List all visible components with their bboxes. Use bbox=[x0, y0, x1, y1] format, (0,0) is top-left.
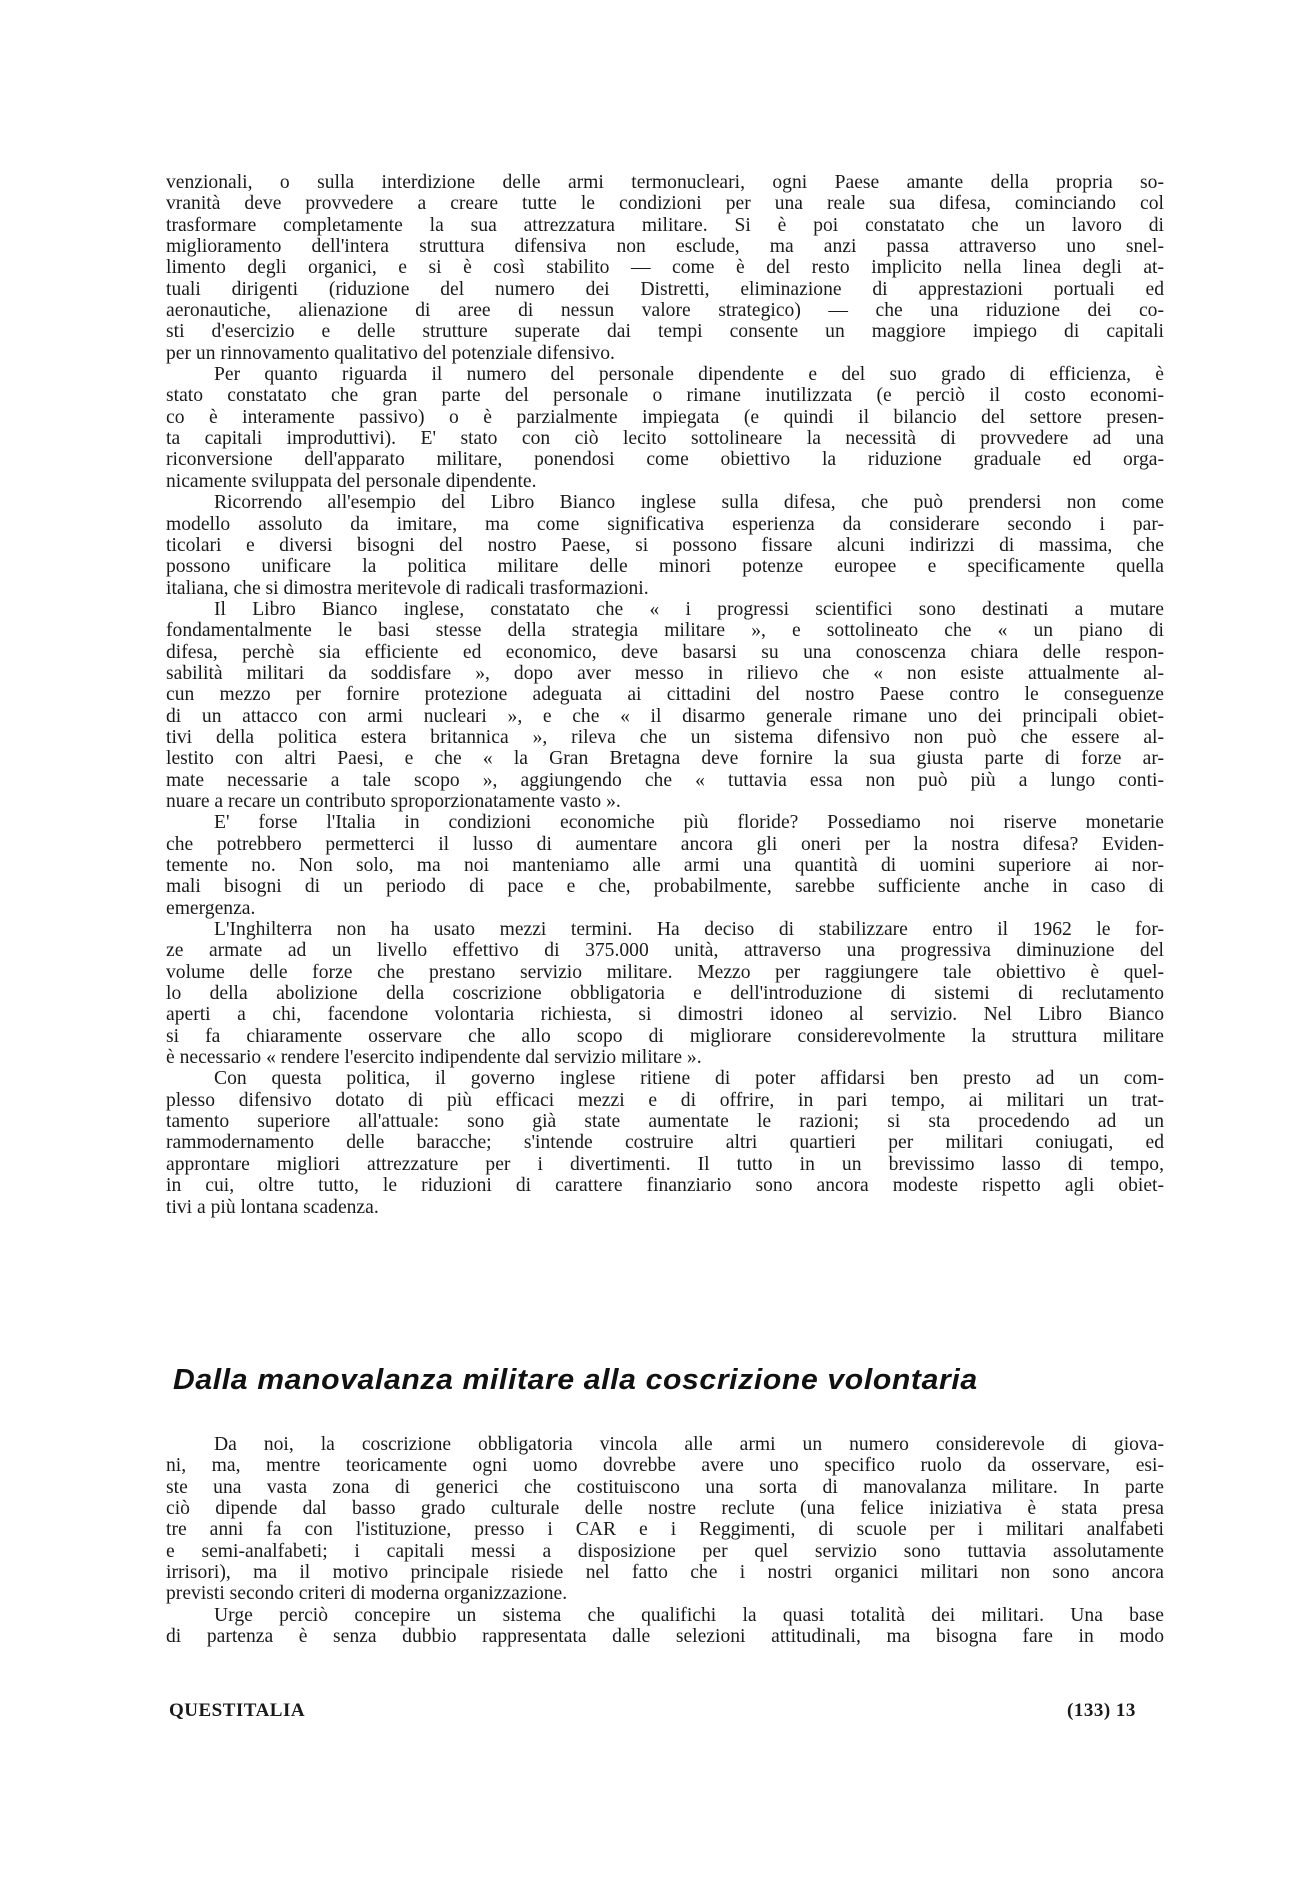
text-line: tuali dirigenti (riduzione del numero dei Distretti, eliminazione di apprestazioni portuali ed bbox=[166, 278, 1164, 300]
text-line: ze armate ad un livello effettivo di 375.000 unità, attraverso una progressiva diminuzione del bbox=[166, 940, 1164, 962]
text-line: fondamentalmente le basi stesse della strategia militare », e sottolineato che « un piano di bbox=[166, 620, 1164, 642]
text-line: stato constatato che gran parte del personale o rimane inutilizzata (e perciò il costo economi- bbox=[166, 385, 1164, 407]
text-line: ciò dipende dal basso grado culturale delle nostre reclute (una felice iniziativa è stata presa bbox=[166, 1498, 1164, 1520]
paragraph bbox=[166, 492, 1164, 599]
text-line: venzionali, o sulla interdizione delle armi termonucleari, ogni Paese amante della propria so- bbox=[166, 172, 1164, 193]
paragraph bbox=[166, 1605, 1164, 1648]
text-line: tivi a più lontana scadenza. bbox=[166, 1196, 379, 1218]
text-line: di partenza è senza dubbio rappresentata dalle selezioni attitudinali, ma bisogna fare in modo bbox=[166, 1626, 1164, 1648]
text-line: difesa, perchè sia efficiente ed economico, deve basarsi su una conoscenza chiara delle respon- bbox=[166, 641, 1164, 663]
text-line: sabilità militari da soddisfare », dopo aver messo in rilievo che « non esiste attualmente al- bbox=[166, 662, 1164, 684]
text-line: per un rinnovamento qualitativo del potenziale difensivo. bbox=[166, 342, 615, 364]
text-line: mali bisogni di un periodo di pace e che, probabilmente, sarebbe sufficiente anche in caso di bbox=[166, 876, 1164, 898]
text-line: ta capitali improduttivi). E' stato con ciò lecito sottolineare la necessità di provvedere ad una bbox=[166, 428, 1164, 450]
text-line: Per quanto riguarda il numero del personale dipendente e del suo grado di efficienza, è bbox=[214, 364, 1164, 386]
text-line: Urge perciò concepire un sistema che qualifichi la quasi totalità dei militari. Una base bbox=[214, 1604, 1164, 1626]
section-heading: Dalla manovalanza militare alla coscrizione volontaria bbox=[173, 1364, 978, 1396]
text-line: volume delle forze che prestano servizio militare. Mezzo per raggiungere tale obiettivo è quel- bbox=[166, 961, 1164, 983]
text-line: Il Libro Bianco inglese, constatato che « i progressi scientifici sono destinati a mutare bbox=[214, 598, 1164, 620]
text-line: si fa chiaramente osservare che allo scopo di migliorare considerevolmente la struttura militare bbox=[166, 1025, 1164, 1047]
text-line: mate necessarie a tale scopo », aggiungendo che « tuttavia essa non può più a lungo conti- bbox=[166, 769, 1164, 791]
text-line: approntare migliori attrezzature per i divertimenti. Il tutto in un brevissimo lasso di tempo, bbox=[166, 1153, 1164, 1175]
text-line: plesso difensivo dotato di più efficaci mezzi e di offrire, in pari tempo, ai militari un trat- bbox=[166, 1089, 1164, 1111]
text-line: possono unificare la politica militare delle minori potenze europee e specificamente quella bbox=[166, 556, 1164, 578]
text-line: lo della abolizione della coscrizione obbligatoria e dell'introduzione di sistemi di reclutamento bbox=[166, 983, 1164, 1005]
text-line: co è interamente passivo) o è parzialmente impiegata (e quindi il bilancio del settore presen- bbox=[166, 406, 1164, 428]
paragraph bbox=[166, 812, 1164, 919]
text-line: nuare a recare un contributo sproporzionatamente vasto ». bbox=[166, 790, 621, 812]
text-line: Con questa politica, il governo inglese ritiene di poter affidarsi ben presto ad un com- bbox=[214, 1068, 1164, 1090]
paragraph bbox=[166, 172, 1164, 364]
text-line: italiana, che si dimostra meritevole di radicali trasformazioni. bbox=[166, 577, 649, 599]
text-line: Da noi, la coscrizione obbligatoria vincola alle armi un numero considerevole di giova- bbox=[214, 1434, 1164, 1455]
text-line: in cui, oltre tutto, le riduzioni di carattere finanziario sono ancora modeste rispetto agli obiet- bbox=[166, 1175, 1164, 1197]
text-line: previsti secondo criteri di moderna organizzazione. bbox=[166, 1583, 568, 1605]
text-line: riconversione dell'apparato militare, ponendosi come obiettivo la riduzione graduale ed orga- bbox=[166, 449, 1164, 471]
text-line: che potrebbero permetterci il lusso di aumentare ancora gli oneri per la nostra difesa? Eviden- bbox=[166, 833, 1164, 855]
text-line: irrisori), ma il motivo principale risiede nel fatto che i nostri organici militari non sono ancora bbox=[166, 1562, 1164, 1584]
paragraph bbox=[166, 1068, 1164, 1217]
text-line: cun mezzo per fornire protezione adeguata ai cittadini del nostro Paese contro le conseguenze bbox=[166, 684, 1164, 706]
text-line: E' forse l'Italia in condizioni economiche più floride? Possediamo noi riserve monetarie bbox=[214, 812, 1164, 834]
text-line: di un attacco con armi nucleari », e che « il disarmo generale rimane uno dei principali obiet- bbox=[166, 705, 1164, 727]
text-line: vranità deve provvedere a creare tutte le condizioni per una reale sua difesa, cominciando col bbox=[166, 193, 1164, 215]
text-line: lestito con altri Paesi, e che « la Gran Bretagna deve fornire la sua giusta parte di forze ar- bbox=[166, 748, 1164, 770]
text-line: tivi della politica estera britannica », rileva che un sistema difensivo non può che essere al- bbox=[166, 726, 1164, 748]
text-line: L'Inghilterra non ha usato mezzi termini. Ha deciso di stabilizzare entro il 1962 le for- bbox=[214, 919, 1164, 941]
text-line: aperti a chi, facendone volontaria richiesta, si dimostri idoneo al servizio. Nel Libro Bianco bbox=[166, 1004, 1164, 1026]
article-body-section-2 bbox=[166, 1434, 1164, 1647]
paragraph bbox=[166, 919, 1164, 1068]
text-line: è necessario « rendere l'esercito indipendente dal servizio militare ». bbox=[166, 1047, 702, 1069]
text-line: tamento superiore all'attuale: sono già state aumentate le razioni; si sta procedendo ad un bbox=[166, 1111, 1164, 1133]
text-line: Ricorrendo all'esempio del Libro Bianco inglese sulla difesa, che può prendersi non come bbox=[214, 492, 1164, 514]
paragraph bbox=[166, 364, 1164, 492]
text-line: aeronautiche, alienazione di aree di nessun valore strategico) — che una riduzione dei co- bbox=[166, 300, 1164, 322]
text-line: ste una vasta zona di generici che costituiscono una sorta di manovalanza militare. In parte bbox=[166, 1476, 1164, 1498]
text-line: emergenza. bbox=[166, 897, 256, 919]
text-line: limento degli organici, e si è così stabilito — come è del resto implicito nella linea degli at- bbox=[166, 257, 1164, 279]
text-line: nicamente sviluppata del personale dipendente. bbox=[166, 470, 537, 492]
text-line: tre anni fa con l'istituzione, presso i CAR e i Reggimenti, di scuole per i militari analfabeti bbox=[166, 1519, 1164, 1541]
text-line: rammodernamento delle baracche; s'intende costruire altri quartieri per militari coniugati, ed bbox=[166, 1132, 1164, 1154]
text-line: temente no. Non solo, ma noi manteniamo alle armi una quantità di uomini superiore ai nor- bbox=[166, 855, 1164, 876]
text-line: e semi-analfabeti; i capitali messi a disposizione per quel servizio sono tuttavia assolutamente bbox=[166, 1540, 1164, 1562]
article-body-section-1 bbox=[166, 172, 1164, 1218]
text-line: miglioramento dell'intera struttura difensiva non esclude, ma anzi passa attraverso uno snel- bbox=[166, 236, 1164, 258]
text-line: modello assoluto da imitare, ma come significativa esperienza da considerare secondo i par- bbox=[166, 513, 1164, 535]
paragraph bbox=[166, 599, 1164, 812]
paragraph bbox=[166, 1434, 1164, 1605]
journal-name: QUESTITALIA bbox=[169, 1700, 306, 1721]
text-line: ni, ma, mentre teoricamente ogni uomo dovrebbe avere uno specifico ruolo da osservare, esi- bbox=[166, 1455, 1164, 1477]
text-line: sti d'esercizio e delle strutture superate dai tempi consente un maggiore impiego di capitali bbox=[166, 321, 1164, 343]
text-line: ticolari e diversi bisogni del nostro Paese, si possono fissare alcuni indirizzi di massima, che bbox=[166, 534, 1164, 556]
text-line: trasformare completamente la sua attrezzatura militare. Si è poi constatato che un lavoro di bbox=[166, 214, 1164, 236]
page-number: (133) 13 bbox=[1067, 1700, 1136, 1721]
